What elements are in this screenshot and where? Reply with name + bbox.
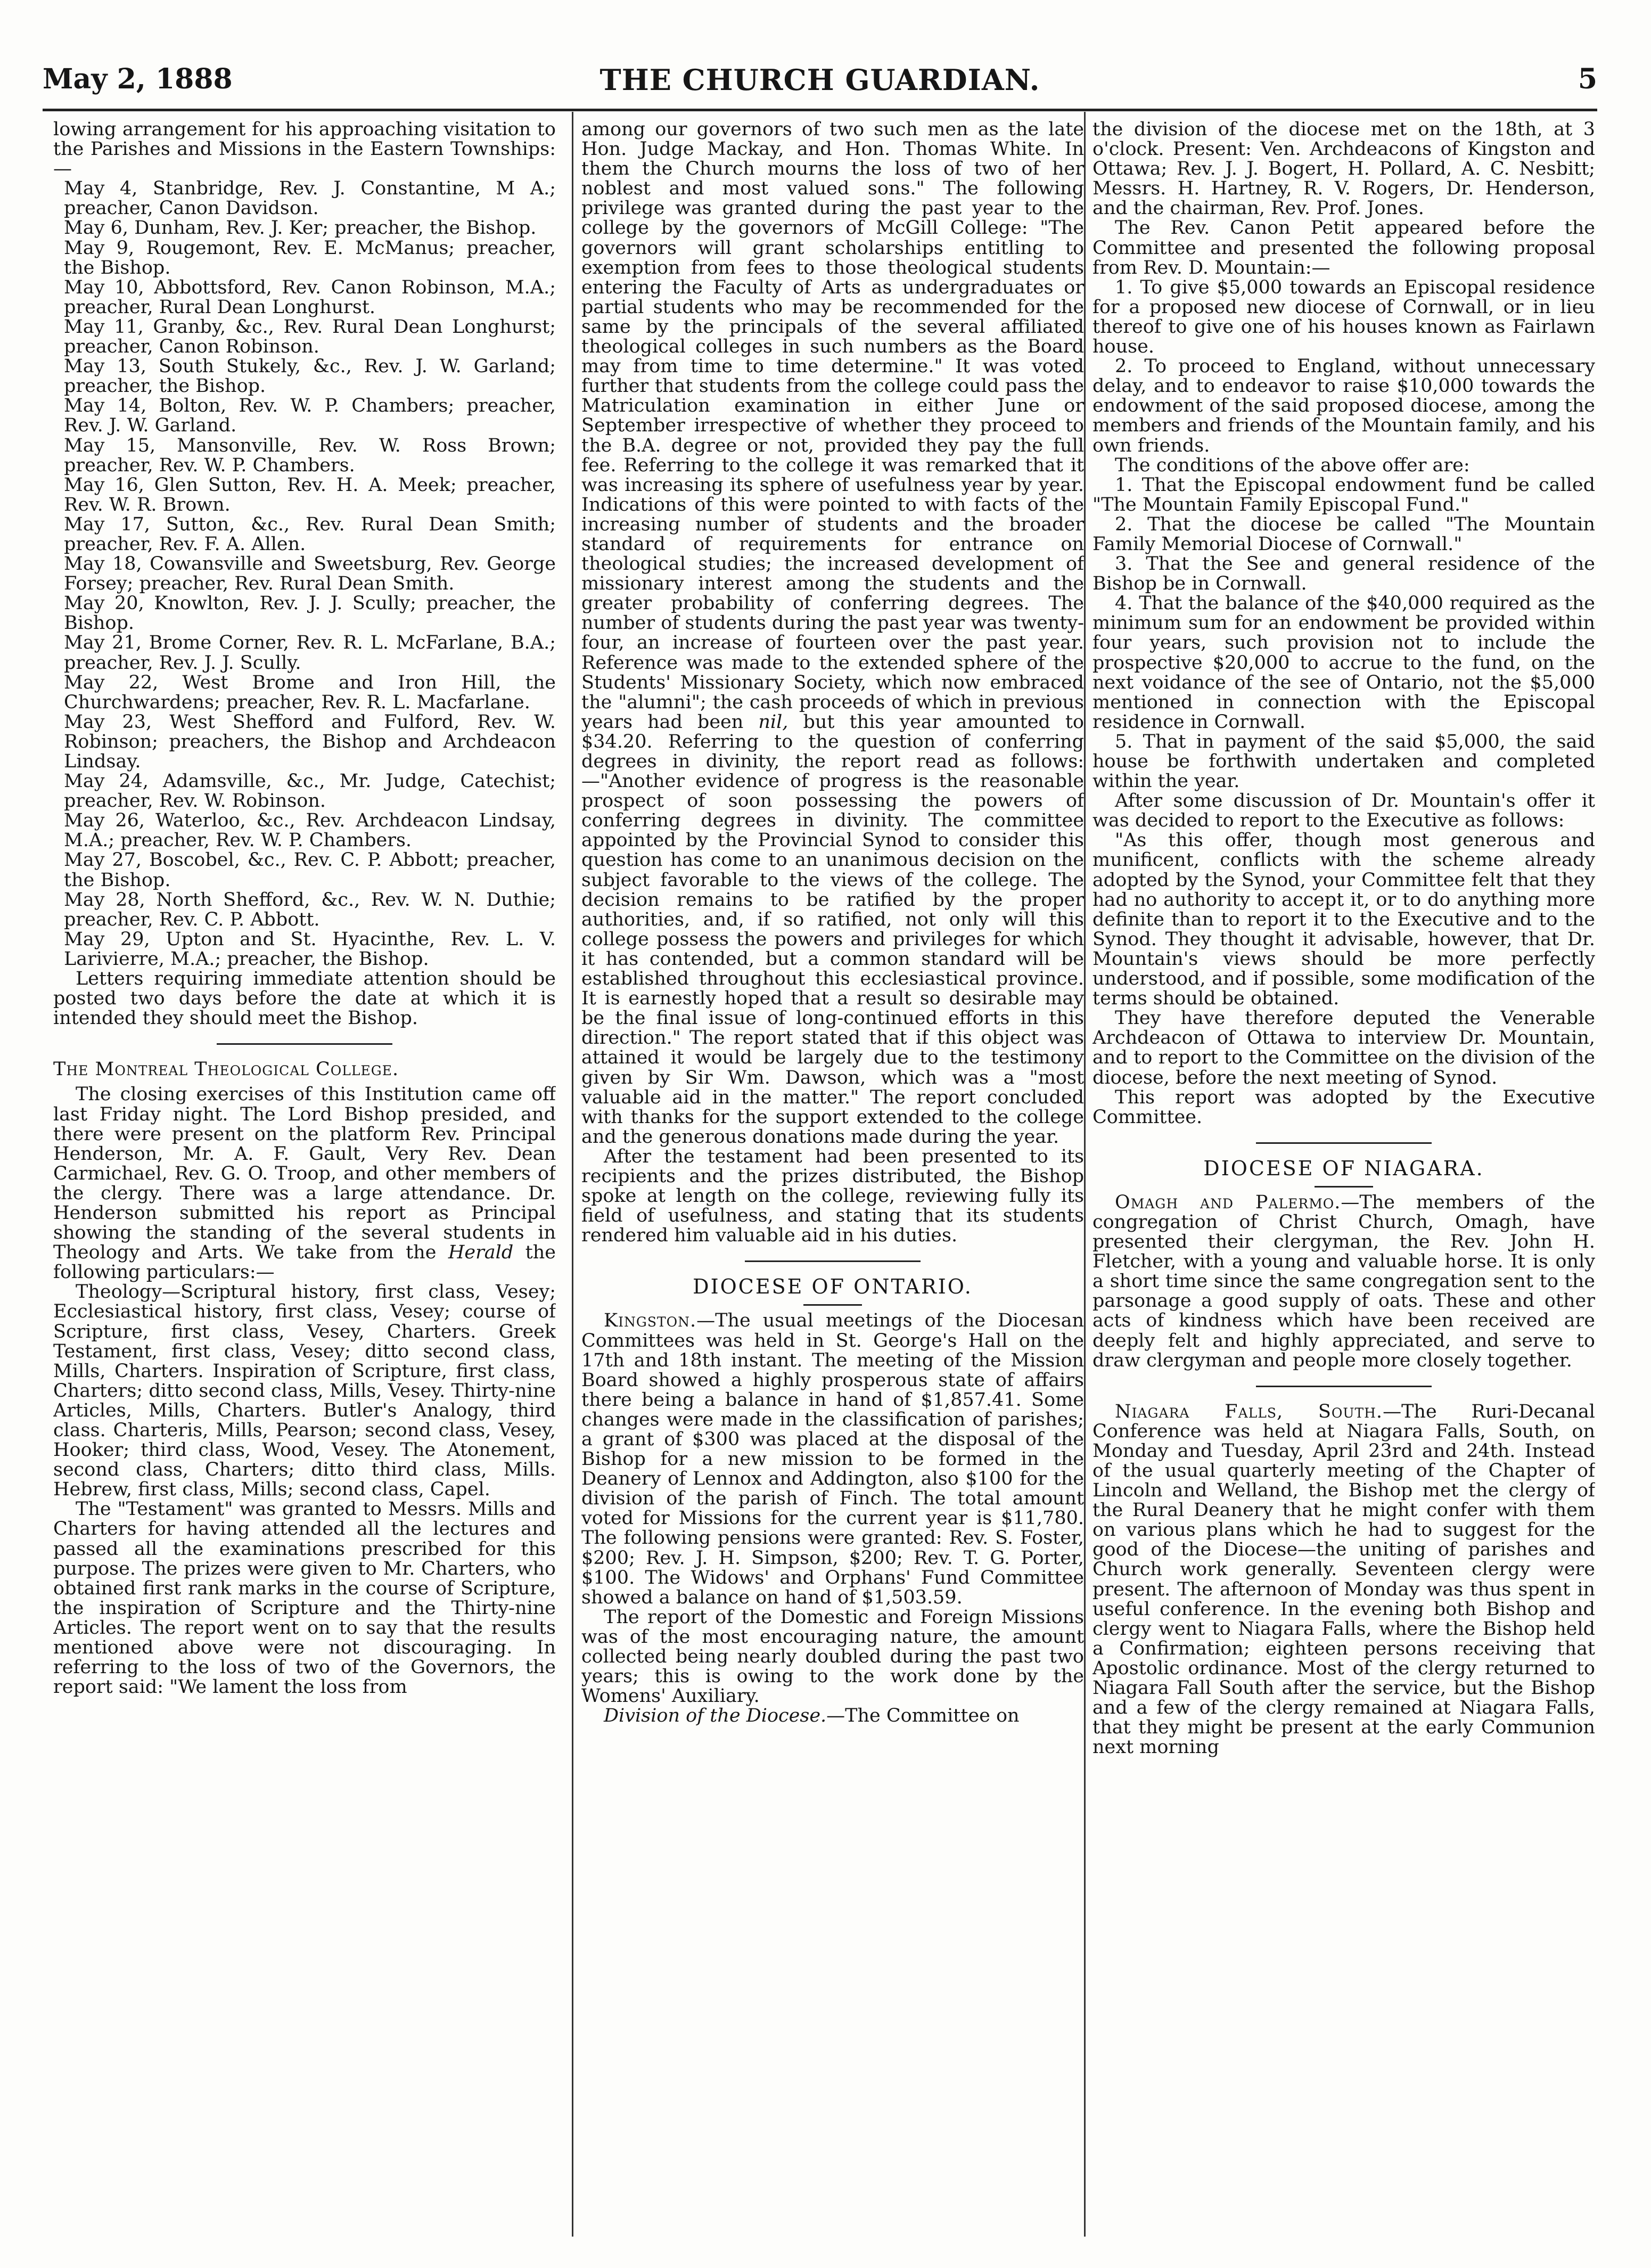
- schedule-item: May 15, Mansonville, Rev. W. Ross Brown; preacher, Rev. W. P. Chambers.: [64, 435, 556, 476]
- schedule-item: May 21, Brome Corner, Rev. R. L. McFarlane, B.A.; preacher, Rev. J. J. Scully.: [64, 632, 556, 674]
- heading-rule: [1315, 1186, 1373, 1188]
- column-divider: [572, 112, 573, 2237]
- diocese-ontario-heading: DIOCESE OF ONTARIO.: [693, 1275, 973, 1299]
- schedule-item: May 14, Bolton, Rev. W. P. Chambers; preacher, Rev. J. W. Garland.: [64, 395, 556, 437]
- diocese-niagara-heading: DIOCESE OF NIAGARA.: [1203, 1156, 1484, 1180]
- schedule-item: May 10, Abbottsford, Rev. Canon Robinson, M.A.; preacher, Rural Dean Longhurst.: [64, 276, 556, 318]
- column-divider: [1084, 112, 1086, 2237]
- schedule-item: May 17, Sutton, &c., Rev. Rural Dean Smith; preacher, Rev. F. A. Allen.: [64, 513, 556, 555]
- column-2: [581, 120, 1084, 2242]
- section-rule: [1256, 1386, 1432, 1387]
- visitation-intro: lowing arrangement for his approaching visitation to the Parishes and Missions in the Eastern Townships:—: [53, 120, 556, 180]
- condition-item: 2. That the diocese be called "The Mountain Family Memorial Diocese of Cornwall.": [1093, 513, 1595, 555]
- section-rule: [745, 1260, 921, 1262]
- diocese-ontario-heading-block: [581, 1260, 1084, 1306]
- schedule-item: May 18, Cowansville and Sweetsburg, Rev. George Forsey; preacher, Rev. Rural Dean Smith.: [64, 553, 556, 595]
- committee-report-quote: "As this offer, though most generous and munificent, conflicts with the scheme already adopted by the Synod, your Committee felt that they had no authority to accept it, or to do anything more definite than to report it to the Executive and to the Synod. They thought it advisable, however, that Dr. Mountain's views should be more perfectly understood, and if possible, some modification of the terms should be obtained.: [1093, 830, 1595, 1010]
- page-number: 5: [1578, 63, 1597, 95]
- column-1: [53, 120, 556, 2242]
- conditions-intro: The conditions of the above offer are:: [1115, 454, 1470, 476]
- section-rule: [1256, 1142, 1432, 1144]
- letters-notice: Letters requiring immediate attention should be posted two days before the date at which it is intended they should meet the Bishop.: [53, 968, 556, 1029]
- visitation-schedule: [53, 179, 556, 969]
- section-rule: [217, 1043, 392, 1045]
- niagara-falls-paragraph: Niagara Falls, South.—The Ruri-Decanal Conference was held at Niagara Falls, South, on Monday and Tuesday, April 23rd and 24th. Instead of the usual quarterly meeting of the Chapter of Lincoln and Welland, the Bishop met the clergy of the Rural Deanery that he might confer with them on various plans which he had to suggest for the good of the Diocese—the uniting of parishes and Church work generally. Seventeen clergy were present. The afternoon of Monday was thus spent in useful conference. In the evening both Bishop and clergy went to Niagara Falls, where the Bishop held a Confirmation; eighteen persons receiving that Apostolic ordinance. Most of the clergy returned to Niagara Fall South after the service, but the Bishop and a few of the clergy remained at Niagara Falls, that they might be present at the early Communion next morning: [1093, 1401, 1595, 1758]
- header-rule: [43, 109, 1597, 111]
- masthead-title: THE CHURCH GUARDIAN.: [599, 63, 1040, 97]
- omagh-paragraph: Omagh and Palermo.—The members of the congregation of Christ Church, Omagh, have presented their clergyman, the Rev. John H. Fletcher, with a young and valuable horse. It is only a short time since the same congregation sent to the parsonage a good supply of oats. These and other acts of kindness which have been received are deeply felt and highly appreciated, and serve to draw clergyman and people more closely together.: [1093, 1191, 1595, 1371]
- closing-exercises-paragraph: The closing exercises of this Institution came off last Friday night. The Lord Bishop presided, and there were present on the platform Rev. Principal Henderson, Mr. A. F. Gault, Very Rev. Dean Carmichael, Rev. G. O. Troop, and other members of the clergy. There was a large attendance. Dr. Henderson submitted his report as Principal showing the standing of the several students in Theology and Arts. We take from the Herald the following particulars:—: [53, 1084, 556, 1283]
- schedule-item: May 28, North Shefford, &c., Rev. W. N. Duthie; preacher, Rev. C. P. Abbott.: [64, 889, 556, 930]
- condition-item: 5. That in payment of the said $5,000, the said house be forthwith undertaken and completed within the year.: [1093, 731, 1595, 792]
- column-3: [1093, 120, 1595, 2242]
- schedule-item: May 27, Boscobel, &c., Rev. C. P. Abbott; preacher, the Bishop.: [64, 849, 556, 891]
- division-committee-paragraph: the division of the diocese met on the 18th, at 3 o'clock. Present: Ven. Archdeacons of Kingston and Ottawa; Rev. J. J. Bogert, H. Pollard, A. C. Nesbitt; Messrs. H. Hartney, R. V. Rogers, Dr. Henderson, and the chairman, Rev. Prof. Jones.: [1093, 120, 1595, 219]
- page-header: [43, 63, 1597, 109]
- montreal-college-heading: The Montreal Theological College.: [53, 1059, 399, 1080]
- condition-item: 4. That the balance of the $40,000 required as the minimum sum for an endowment be provided within four years, such provision not to include the prospective $20,000 to accrue to the fund, on the next voidance of the see of Ontario, not the $5,000 mentioned in connection with the Episcopal residence in Cornwall.: [1093, 593, 1595, 733]
- schedule-item: May 11, Granby, &c., Rev. Rural Dean Longhurst; preacher, Canon Robinson.: [64, 316, 556, 358]
- diocese-niagara-heading-block: [1093, 1142, 1595, 1188]
- kingston-paragraph: Kingston.—The usual meetings of the Diocesan Committees was held in St. George's Hall on the 17th and 18th instant. The meeting of the Mission Board showed a highly prosperous state of affairs there being a balance in hand of $1,857.41. Some changes were made in the classification of parishes; a grant of $300 was placed at the disposal of the Bishop for a new mission to be formed in the Deanery of Lennox and Addington, also $100 for the division of the parish of Finch. The total amount voted for Missions for the current year is $11,780. The following pensions were granted: Rev. S. Foster, $200; Rev. J. H. Simpson, $200; Rev. T. G. Porter, $100. The Widows' and Orphans' Fund Committee showed a balance on hand of $1,503.59.: [581, 1310, 1084, 1608]
- schedule-item: May 22, West Brome and Iron Hill, the Churchwardens; preacher, Rev. R. L. Macfarlane.: [64, 672, 556, 713]
- schedule-item: May 4, Stanbridge, Rev. J. Constantine, M A.; preacher, Canon Davidson.: [64, 178, 556, 219]
- testament-paragraph: The "Testament" was granted to Messrs. Mills and Charters for having attended all the lectures and passed all the examinations prescribed for this purpose. The prizes were given to Mr. Charters, who obtained first rank marks in the course of Scripture, the inspiration of Scripture and the Thirty-nine Articles. The report went on to say that the results mentioned above were not discouraging. In referring to the loss of two of the Governors, the report said: "We lament the loss from: [53, 1499, 556, 1698]
- schedule-item: May 29, Upton and St. Hyacinthe, Rev. L. V. Larivierre, M.A.; preacher, the Bishop.: [64, 928, 556, 970]
- condition-item: 3. That the See and general residence of the Bishop be in Cornwall.: [1093, 553, 1595, 595]
- schedule-item: May 26, Waterloo, &c., Rev. Archdeacon Lindsay, M.A.; preacher, Rev. W. P. Chambers.: [64, 810, 556, 851]
- heading-rule: [803, 1304, 862, 1306]
- schedule-item: May 6, Dunham, Rev. J. Ker; preacher, the Bishop.: [64, 217, 537, 239]
- college-report-paragraph: among our governors of two such men as the late Hon. Judge Mackay, and Hon. Thomas White. In them the Church mourns the loss of two of her noblest and most valued sons." The following privilege was granted during the past year to the college by the governors of McGill College: "The governors will grant scholarships entitling to exemption from fees to those theological students entering the Faculty of Arts as undergraduates or partial students who may be recommended for the same by the principals of the several affiliated theological colleges in such numbers as the Board may from time to time determine." It was voted further that students from the college could pass the Matriculation examination in either June or September irrespective of whether they proceed to the B.A. degree or not, provided they pay the full fee. Referring to the college it was remarked that it was increasing its sphere of usefulness year by year. Indications of this were pointed to with facts of the increasing number of students and the broader standard of requirements for entrance on theological studies; the increased development of missionary interest among the students and the greater probability of conferring degrees. The number of students during the past year was twenty-four, an increase of fourteen over the past year. Reference was made to the extended sphere of the Students' Missionary Society, which now embraced the "alumni"; the cash proceeds of which in previous years had been nil, but this year amounted to $34.20. Referring to the question of conferring degrees in divinity, the report read as follows:—"Another evidence of progress is the reasonable prospect of soon possessing the powers of conferring degrees in divinity. The committee appointed by the Provincial Synod to consider this question has come to an unanimous decision on the subject favorable to the views of the college. The decision remains to be ratified by the proper authorities, and, if so ratified, not only will this college possess the powers and privileges for which it has contended, but a common standard will be established throughout this ecclesiastical province. It is earnestly hoped that a result so desirable may be the final issue of long-continued efforts in this direction." The report stated that if this object was attained it would be largely due to the testimony given by Sir Wm. Dawson, which was a "most valuable aid in the matter." The report concluded with thanks for the support extended to the college and the generous donations made during the year.: [581, 120, 1084, 1148]
- adoption-paragraph: This report was adopted by the Executive Committee.: [1093, 1086, 1595, 1128]
- proposal-item: 2. To proceed to England, without unnecessary delay, and to endeavor to raise $10,000 towards the endowment of the said proposed diocese, among the members and friends of the Mountain family, and his own friends.: [1093, 356, 1595, 456]
- issue-date: May 2, 1888: [43, 63, 233, 95]
- deputation-paragraph: They have therefore deputed the Venerable Archdeacon of Ottawa to interview Dr. Mountain, and to report to the Committee on the division of the diocese, before the next meeting of Synod.: [1093, 1008, 1595, 1088]
- canon-petit-paragraph: The Rev. Canon Petit appeared before the Committee and presented the following proposal from Rev. D. Mountain:—: [1093, 217, 1595, 279]
- condition-item: 1. That the Episcopal endowment fund be called "The Mountain Family Episcopal Fund.": [1093, 474, 1595, 515]
- testament-presented-paragraph: After the testament had been presented to its recipients and the prizes distributed, the Bishop spoke at length on the college, reviewing fully its field of usefulness, and stating that its students rendered him valuable aid in his duties.: [581, 1145, 1084, 1247]
- schedule-item: May 13, South Stukely, &c., Rev. J. W. Garland; preacher, the Bishop.: [64, 356, 556, 397]
- schedule-item: May 16, Glen Sutton, Rev. H. A. Meek; preacher, Rev. W. R. Brown.: [64, 474, 556, 515]
- schedule-item: May 20, Knowlton, Rev. J. J. Scully; preacher, the Bishop.: [64, 593, 556, 634]
- proposal-item: 1. To give $5,000 towards an Episcopal residence for a proposed new diocese of Cornwall, or in lieu thereof to give one of his houses known as Fairlawn house.: [1093, 276, 1595, 358]
- division-paragraph: Division of the Diocese.—The Committee on: [604, 1705, 1020, 1727]
- discussion-paragraph: After some discussion of Dr. Mountain's offer it was decided to report to the Executive as follows:: [1093, 790, 1595, 832]
- schedule-item: May 9, Rougemont, Rev. E. McManus; preacher, the Bishop.: [64, 237, 556, 279]
- schedule-item: May 23, West Shefford and Fulford, Rev. W. Robinson; preachers, the Bishop and Archdeacon Lindsay.: [64, 711, 556, 772]
- schedule-item: May 24, Adamsville, &c., Mr. Judge, Catechist; preacher, Rev. W. Robinson.: [64, 771, 556, 812]
- theology-results-paragraph: Theology—Scriptural history, first class, Vesey; Ecclesiastical history, first class, Vesey; course of Scripture, first class, Vesey, Charters. Greek Testament, first class, Vesey; ditto second class, Mills, Charters. Inspiration of Scripture, first class, Charters; ditto second class, Mills, Vesey. Thirty-nine Articles, Mills, Charters. Butler's Analogy, third class. Charteris, Mills, Pearson; second class, Vesey, Hooker; third class, Wood, Vesey. The Atonement, second class, Charters; ditto third class, Mills. Hebrew, first class, Mills; second class, Capel.: [53, 1281, 556, 1501]
- missions-report-paragraph: The report of the Domestic and Foreign Missions was of the most encouraging nature, the amount collected being nearly doubled during the past two years; this is owing to the work done by the Womens' Auxiliary.: [581, 1606, 1084, 1707]
